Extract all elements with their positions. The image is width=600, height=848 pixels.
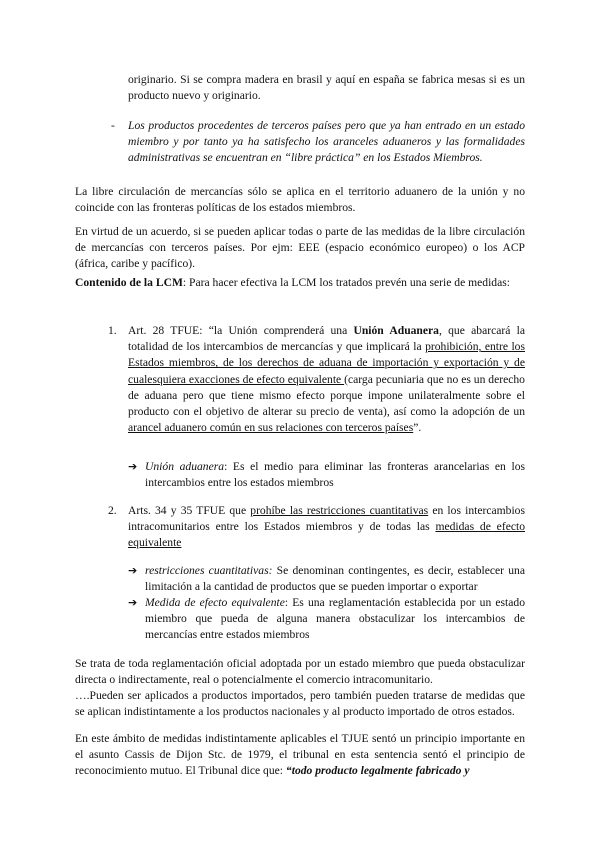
paragraph-pueden: ….Pueden ser aplicados a productos importados, pero también pueden tratarse de medidas que se aplican indistintamente a los productos nacionales y al producto importado de otros estados. [75, 689, 525, 719]
item1-text-a: Art. 28 TFUE: “la Unión comprenderá una [128, 324, 354, 337]
paragraph-cassis [75, 731, 525, 780]
sub-item-restricciones [145, 563, 525, 595]
restricciones-underlined: prohíbe las restricciones cuantitativas [250, 504, 429, 517]
paragraph-acuerdo: En virtud de un acuerdo, si se pueden aplicar todas o parte de las medidas de la libre circulación de mercancías con terceros países. Por ejm: EEE (espacio económico europeo) o los ACP (áfrica, caribe y pacífico). [75, 225, 525, 271]
item1-text-b: , que abarcará la totalidad de los intercambios de mercancías y que implicará la [128, 324, 525, 354]
prohibicion-underlined: prohibición, entre los Estados miembros, de los derechos de aduana de importación y exportación y de cualesquiera exacciones de efecto equivalente [128, 340, 525, 386]
union-aduanera-term: Unión Aduanera [353, 324, 439, 337]
arrow-icon: ➔ [128, 596, 138, 609]
restricciones-italic: restricciones cuantitativas: [145, 564, 273, 577]
cassis-text: En este ámbito de medidas indistintamente aplicables el TJUE sentó un principio importante en el asunto Cassis de Dijon Stc. de 1979, el tribunal en esta sentencia sentó el principio de reconocimiento mutuo. El Tribunal dice que: [75, 732, 525, 778]
sub-item-union-aduanera [145, 459, 525, 491]
list-item-2 [128, 503, 525, 552]
paragraph-territorio: La libre circulación de mercancías sólo se aplica en el territorio aduanero de la unión y no coincide con las fronteras políticas de los estados miembros. [75, 185, 525, 215]
contenido-text: : Para hacer efectiva la LCM los tratados prevén una serie de medidas: [182, 276, 510, 289]
continuation-paragraph: originario. Si se compra madera en brasil y aquí en españa se fabrica mesas si es un producto nuevo y originario. [128, 73, 525, 103]
sub-restricciones-text: Se denominan contingentes, es decir, establecer una limitación a la cantidad de productos que se pueden importar o exportar [145, 564, 525, 594]
list-number-1: 1. [108, 324, 117, 337]
medida-italic: Medida de efecto equivalente [145, 596, 285, 609]
sub-medida-text: : Es una reglamentación establecida por un estado miembro que pueda de alguna manera obstaculizar los intercambios de mercancías entre estados miembros [145, 596, 525, 642]
arancel-underlined: arancel aduanero común en sus relaciones con terceros países [128, 421, 414, 435]
list-number-2: 2. [108, 504, 117, 517]
list-item-1 [128, 323, 525, 436]
item1-text-c: (carga pecuniaria que no es un derecho de aduana pero que tiene mismo efecto porque impone unilateralmente sobre el producto con el objetivo de alterar su precio de venta), así como la adopción de un [128, 372, 525, 419]
union-aduanera-italic: Unión aduanera [145, 460, 225, 473]
sub-item-medida [145, 595, 525, 644]
arrow-icon: ➔ [128, 460, 138, 473]
paragraph-contenido [75, 275, 525, 291]
medidas-underlined: medidas de efecto equivalente [128, 520, 526, 550]
dash-bullet: - [111, 119, 115, 132]
cassis-quote: “todo producto legalmente fabricado y [285, 764, 470, 778]
item1-text-d: ”. [413, 421, 422, 435]
item2-text-a: Arts. 34 y 35 TFUE que [128, 504, 251, 517]
sub-union-text: : Es el medio para eliminar las fronteras arancelarias en los intercambios entre los estados miembros [145, 460, 526, 490]
contenido-heading: Contenido de la LCM [75, 276, 183, 289]
item2-text-b: en los intercambios intracomunitarios entre los Estados miembros y de todas las [128, 504, 525, 534]
paragraph-reglamentacion: Se trata de toda reglamentación oficial adoptada por un estado miembro que pueda obstaculizar directa o indirectamente, real o potencialmente el comercio intracomunitario. [75, 657, 525, 687]
arrow-icon: ➔ [128, 564, 138, 577]
dash-item-text: Los productos procedentes de terceros países pero que ya han entrado en un estado miembro y por tanto ya ha satisfecho los aranceles aduaneros y las formalidades administrativas se encuentran en “libre práctica” en los Estados Miembros. [128, 119, 525, 165]
